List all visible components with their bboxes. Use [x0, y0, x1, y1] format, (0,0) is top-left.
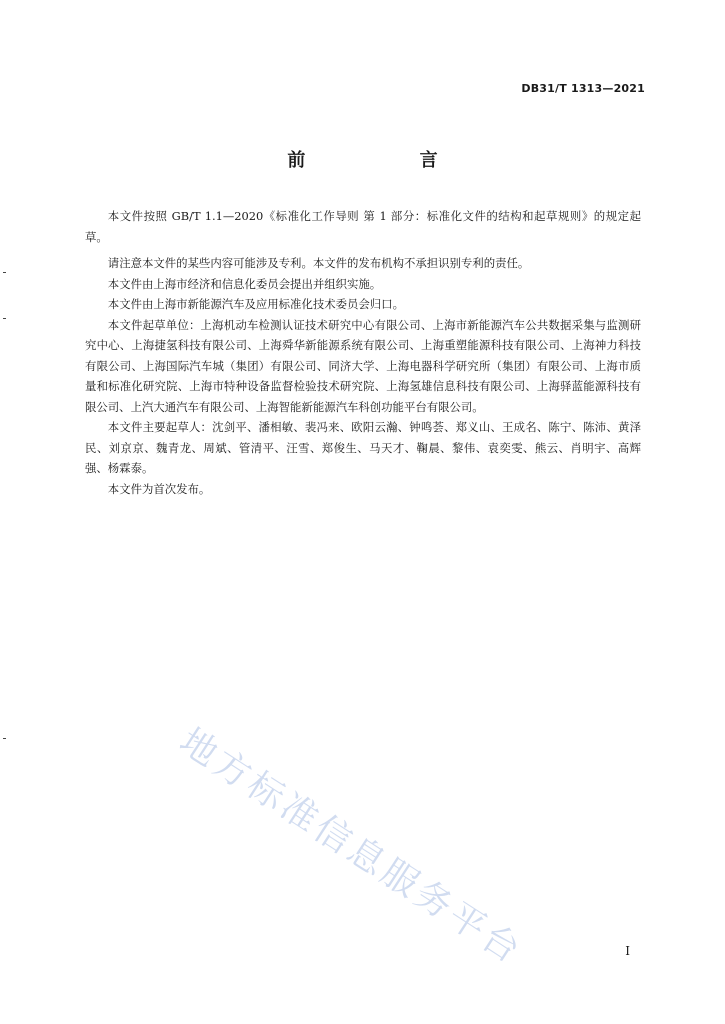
margin-mark [3, 272, 6, 273]
paragraph-drafting-units: 本文件起草单位：上海机动车检测认证技术研究中心有限公司、上海市新能源汽车公共数据采集与监测研究中心、上海捷氢科技有限公司、上海舜华新能源系统有限公司、上海重塑能源科技有限公司、上海神力科技有限公司、上海国际汽车城（集团）有限公司、同济大学、上海电器科学研究所（集团）有限公司、上海市质量和标准化研究院、上海市特种设备监督检验技术研究院、上海氢雄信息科技有限公司、上海驿蓝能源科技有限公司、上汽大通汽车有限公司、上海智能新能源汽车科创功能平台有限公司。 [85, 317, 641, 414]
watermark: 地方标准信息服务平台 [172, 720, 531, 974]
margin-mark [3, 318, 6, 319]
paragraph-drafting-rules: 本文件按照 GB/T 1.1—2020《标准化工作导则 第 1 部分：标准化文件的结构和起草规则》的规定起草。 [85, 209, 641, 244]
page-number: I [625, 944, 630, 958]
paragraph-drafters: 本文件主要起草人：沈剑平、潘相敏、裴冯来、欧阳云瀚、钟鸣荟、郑义山、王成名、陈宁、陈沛、黄泽民、刘京京、魏青龙、周斌、管清平、汪雪、郑俊生、马天才、鞠晨、黎伟、袁奕雯、熊云、肖明宇、高辉强、杨霖泰。 [85, 420, 641, 475]
margin-mark [3, 738, 6, 739]
document-code: DB31/T 1313—2021 [521, 82, 645, 95]
foreword-body [85, 206, 641, 499]
paragraph-first-release: 本文件为首次发布。 [107, 481, 211, 496]
paragraph-proposer: 本文件由上海市经济和信息化委员会提出并组织实施。 [107, 276, 382, 291]
page-title: 前 言 [287, 150, 474, 171]
paragraph-committee: 本文件由上海市新能源汽车及应用标准化技术委员会归口。 [107, 297, 404, 311]
paragraph-patent-notice: 请注意本文件的某些内容可能涉及专利。本文件的发布机构不承担识别专利的责任。 [107, 256, 530, 270]
